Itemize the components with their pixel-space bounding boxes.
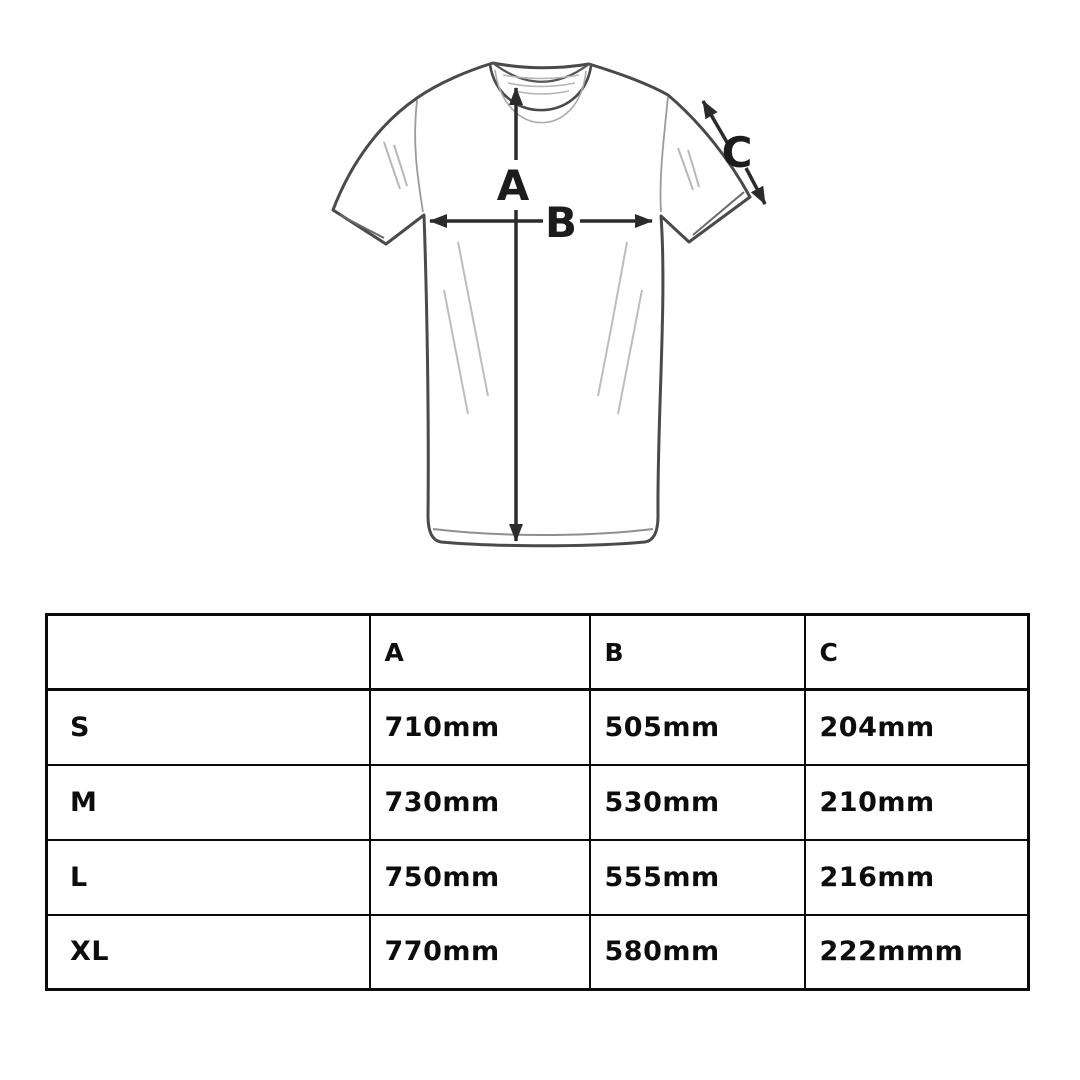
size-label: XL	[47, 915, 370, 990]
value-c: 204mm	[805, 690, 1029, 765]
size-label: S	[47, 690, 370, 765]
header-b-cell: B	[590, 615, 805, 690]
value-b: 580mm	[590, 915, 805, 990]
size-label: M	[47, 765, 370, 840]
table-row-l	[47, 840, 1029, 915]
table-row-m	[47, 765, 1029, 840]
header-a-cell: A	[370, 615, 590, 690]
value-c: 222mmm	[805, 915, 1029, 990]
value-a: 730mm	[370, 765, 590, 840]
value-b: 555mm	[590, 840, 805, 915]
value-a: 750mm	[370, 840, 590, 915]
tshirt-drawing	[333, 63, 750, 546]
header-c-cell: C	[805, 615, 1029, 690]
size-table	[45, 613, 1030, 991]
header-size-cell	[47, 615, 370, 690]
value-a: 770mm	[370, 915, 590, 990]
value-a: 710mm	[370, 690, 590, 765]
value-b: 530mm	[590, 765, 805, 840]
table-header-row	[47, 615, 1029, 690]
table-row-s	[47, 690, 1029, 765]
value-c: 210mm	[805, 765, 1029, 840]
label-a: A	[496, 161, 530, 210]
table-row-xl	[47, 915, 1029, 990]
label-c: C	[721, 128, 753, 177]
value-b: 505mm	[590, 690, 805, 765]
shirt-outline	[333, 63, 750, 546]
size-label: L	[47, 840, 370, 915]
label-b: B	[544, 198, 578, 247]
value-c: 216mm	[805, 840, 1029, 915]
